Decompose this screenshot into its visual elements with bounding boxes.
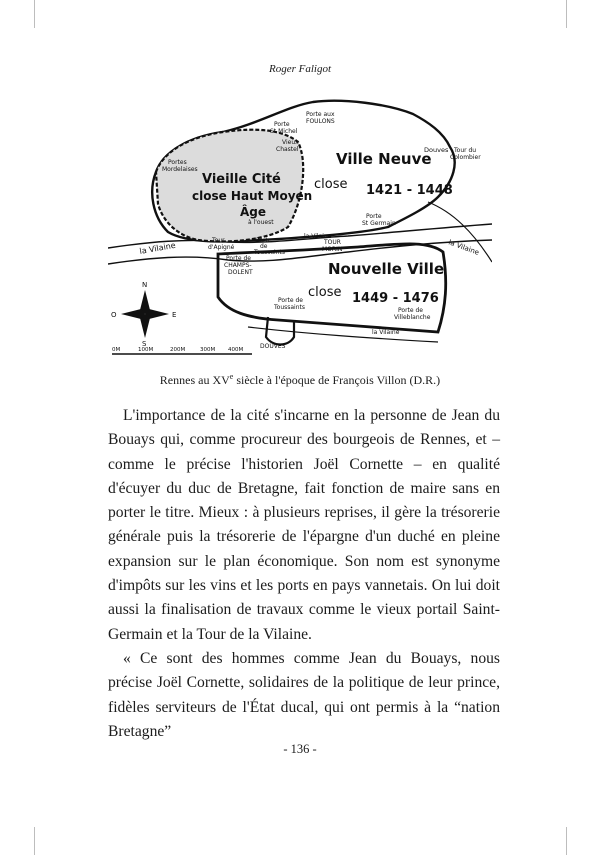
vieille-cite-title: Vieille Cité — [202, 172, 281, 187]
tour-colombier-label-1: Tour du — [454, 147, 477, 154]
porte-toussaints-mid-label-3: Toussaints — [254, 249, 285, 256]
tour-morin-label-3: MORIN — [322, 246, 343, 253]
crop-mark-bottom-right — [566, 827, 567, 855]
vieux-chastel-label-2: Chastel — [276, 146, 299, 153]
porte-toussaints-lower-label-1: Porte de — [278, 297, 303, 304]
scale-label-0: 0M — [112, 347, 121, 353]
body-text — [108, 404, 500, 744]
caption-text-before: Rennes au XV — [159, 373, 230, 387]
compass-o-label: O — [111, 311, 117, 319]
porte-villeblanche-label-2: Villeblanche — [394, 314, 431, 321]
scale-label-300: 300M — [200, 347, 216, 353]
tour-colombier-label-2: Colombier — [450, 154, 481, 161]
running-head: Roger Faligot — [268, 63, 332, 75]
la-vilaine-east-label: la Vilaine — [447, 238, 481, 257]
crop-mark-top-right — [566, 0, 567, 28]
ville-neuve-title: Ville Neuve — [336, 150, 432, 168]
scale-label-100: 100M — [138, 347, 154, 353]
compass-rose — [111, 281, 176, 348]
compass-e-label: E — [172, 311, 177, 319]
porte-st-michel-label-1: Porte — [274, 121, 290, 128]
porte-foulons-label-1: Porte aux — [306, 111, 335, 118]
caption-text-after: siècle à l'époque de François Villon (D.R.) — [233, 373, 441, 387]
porte-st-germain-label-2: St Germain — [362, 220, 396, 227]
tour-apigne-label-1: Tour — [212, 237, 225, 244]
compass-west-arrow — [121, 309, 145, 319]
porte-foulons-label-2: FOULONS — [306, 118, 335, 125]
porte-champ-dolent-label-2: CHAMPS- — [224, 262, 252, 269]
scale-bar — [112, 347, 252, 354]
rennes-map — [108, 92, 492, 360]
portes-mordelaises-label-1: Portes — [168, 159, 187, 166]
crop-mark-top-left — [34, 0, 35, 28]
porte-champ-dolent-label-1: Porte de — [226, 255, 251, 262]
page-number: - 136 - — [283, 742, 317, 756]
caption-superscript: e — [229, 372, 234, 381]
portes-mordelaises-label-2: Mordelaises — [162, 166, 198, 173]
nouvelle-ville-title: Nouvelle Ville — [328, 260, 445, 278]
nouvelle-ville-dates: 1449 - 1476 — [352, 291, 439, 306]
porte-toussaints-mid-label-2: de — [260, 243, 268, 250]
porte-villeblanche-label-1: Porte de — [398, 307, 423, 314]
paragraph-2: « Ce sont des hommes comme Jean du Bouays, nous précise Joël Cornette, solidaires de la politique de leur prince, fidèles serviteurs de l'État ducal, qui ont permis à la “nation Bretagne” — [108, 649, 500, 740]
figure-caption — [0, 372, 600, 388]
map-illustration — [108, 92, 492, 360]
compass-n-label: N — [142, 281, 148, 289]
la-vilaine-river-label: la Vilaine — [138, 240, 177, 256]
porte-st-germain-label-1: Porte — [366, 213, 382, 220]
vieille-cite-age: Âge — [240, 205, 267, 219]
porte-champ-dolent-label-3: DOLENT — [228, 269, 253, 276]
vieille-cite-close: close Haut Moyen — [192, 189, 313, 203]
crop-mark-bottom-left — [34, 827, 35, 855]
ouest-label: à l'ouest — [248, 219, 274, 226]
tour-morin-label-2: TOUR — [324, 239, 341, 246]
vieux-chastel-label-1: Vieux — [282, 139, 299, 146]
compass-s-label: S — [142, 340, 147, 348]
paragraph-1: L'importance de la cité s'incarne en la personne de Jean du Bouays qui, comme procureur des bourgeois de Rennes, et – comme le précise l'historien Joël Cornette – en qualité d'écuyer du duc de Bretagne, fait fonction de maire sans en porter le titre. Mieux : à plusieurs reprises, il gère la trésorerie générale puis la trésorerie de l'épargne d'un duché en pleine expansion sur le plan économique. Son nom est synonyme d'impôts sur les vins et les ports en pays vannetais. On lui doit aussi la finalisation de travaux comme le vieux portail Saint-Germain et la Tour de la Vilaine. — [108, 407, 500, 643]
la-vilaine-south-label: la Vilaine — [372, 329, 400, 336]
ville-neuve-close: close — [314, 177, 348, 192]
nouvelle-ville-close: close — [308, 285, 342, 300]
compass-east-arrow — [145, 309, 169, 319]
ville-neuve-dates: 1421 - 1448 — [366, 183, 453, 198]
douves-south-label: DOUVES — [260, 343, 286, 350]
scale-label-200: 200M — [170, 347, 186, 353]
porte-st-michel-label-2: St Michel — [270, 128, 298, 135]
porte-toussaints-mid-label-1: Porte — [256, 237, 272, 244]
douves-label: Douves — [424, 146, 449, 154]
tour-apigne-label-2: d'Apigné — [208, 244, 235, 251]
porte-toussaints-lower-label-2: Toussaints — [274, 304, 305, 311]
scale-label-400: 400M — [228, 347, 244, 353]
tour-morin-label-1: la Vilaine — [304, 233, 332, 240]
river-branch-east — [428, 202, 492, 262]
